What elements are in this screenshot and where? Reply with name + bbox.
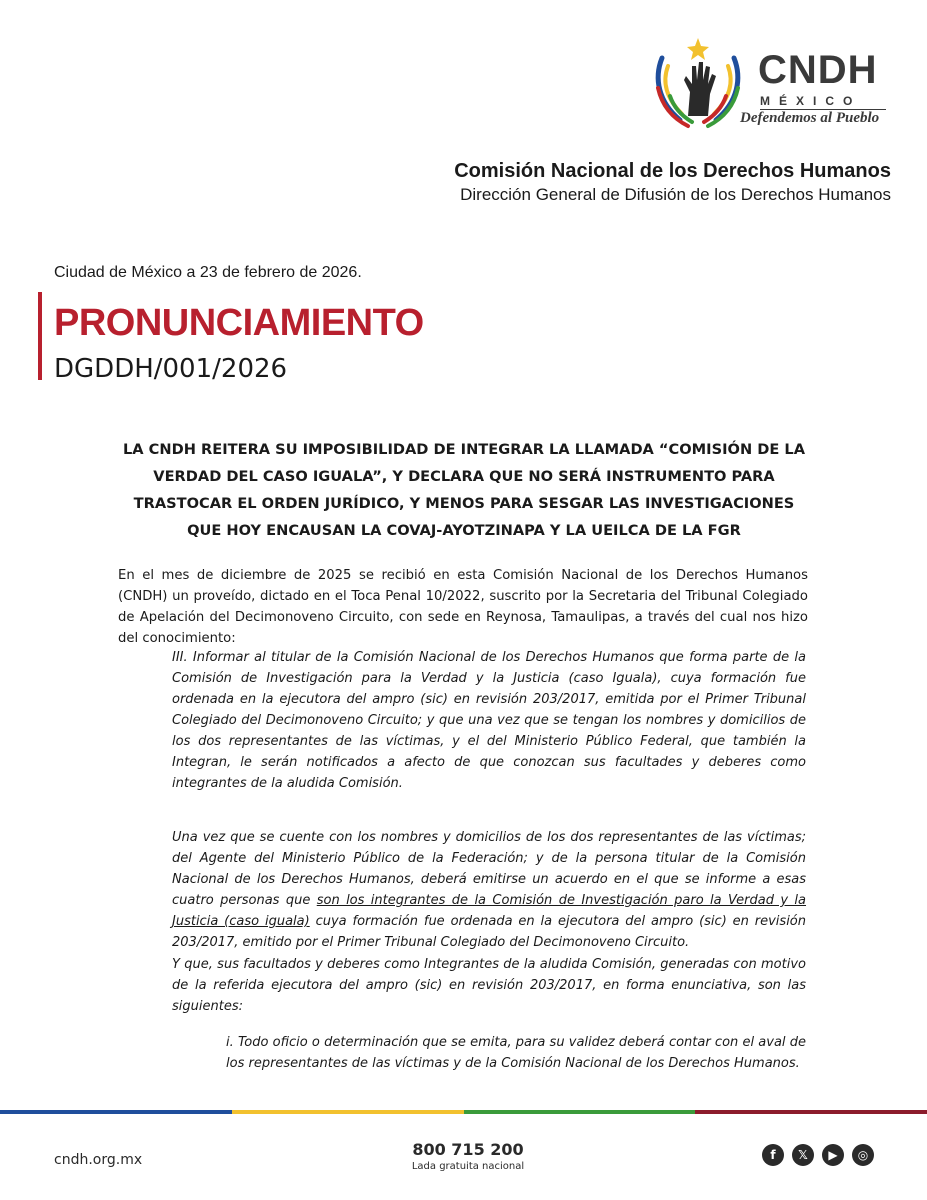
quote-paragraph-2-start: Una vez que se cuente con los nombres y domicilios de los dos representantes de las víctimas; del Agente del Ministerio Público de la Federación; y de la persona titular de la Comisión Nacional de los Derechos Humanos, deberá emitirse un acuerdo en el que se informe a esas cuatro personas que [172, 830, 806, 908]
footer-stripe-red [695, 1110, 927, 1114]
phone-caption: Lada gratuita nacional [411, 1161, 525, 1172]
institution-name: Comisión Nacional de los Derechos Humanos [454, 160, 891, 182]
facebook-icon[interactable]: f [762, 1144, 784, 1166]
footer-stripe-blue [0, 1110, 232, 1114]
quote-paragraph-3: Y que, sus facultados y deberes como Integrantes de la aludida Comisión, generadas con motivo de la referida ejecutora del ampro (sic) en revisión 203/2017, en forma enunciativa, son las siguientes: [172, 957, 806, 1014]
title-accent-bar [38, 292, 42, 380]
document-code: DGDDH/001/2026 [54, 354, 288, 384]
instagram-icon[interactable]: ◎ [852, 1144, 874, 1166]
x-icon[interactable]: 𝕏 [792, 1144, 814, 1166]
cndh-logo [648, 36, 898, 131]
cndh-emblem-icon [648, 36, 748, 131]
headline: LA CNDH REITERA SU IMPOSIBILIDAD DE INTEGRAR LA LLAMADA “COMISIÓN DE LA VERDAD DEL CASO IGUALA”, Y DECLARA QUE NO SERÁ INSTRUMENTO PARA TRASTOCAR EL ORDEN JURÍDICO, Y MENOS PARA SESGAR LAS INVESTIGACIONES QUE HOY ENCAUSAN LA COVAJ-AYOTZINAPA Y LA UEILCA DE LA FGR [123, 441, 805, 539]
logo-slogan: Defendemos al Pueblo [740, 110, 880, 126]
logo-wordmark: CNDH [758, 48, 878, 92]
quote-paragraph-2-underlined: son los integrantes de la Comisión de Investigación paro la Verdad y la Justicia (caso iguala) [172, 893, 807, 929]
quote-paragraph-1: III. Informar al titular de la Comisión Nacional de los Derechos Humanos que forma parte de la Comisión de Investigación para la Verdad y la Justicia (caso Iguala), cuya formación fue ordenada en la ejecutora del ampro (sic) en revisión 203/2017, emitida por el Primer Tribunal Colegiado del Decimonoveno Circuito; y que una vez que se tengan los nombres y domicilios de los dos representantes de las víctimas, y el del Ministerio Público Federal, que también la Integran, le serán notificados a afecto de que conozcan sus facultades y deberes como integrantes de la aludida Comisión. [172, 650, 806, 791]
social-links [762, 1144, 874, 1166]
intro-paragraph: En el mes de diciembre de 2025 se recibió en esta Comisión Nacional de los Derechos Humanos (CNDH) un proveído, dictado en el Toca Penal 10/2022, suscrito por la Secretaria del Tribunal Colegiado de Apelación del Decimonoveno Circuito, con sede en Reynosa, Tamaulipas, a través del cual nos hizo del conocimiento: [118, 568, 808, 646]
footer-stripe-yellow [232, 1110, 464, 1114]
footer-phone [388, 1140, 548, 1174]
institution-department: Dirección General de Difusión de los Derechos Humanos [460, 185, 891, 204]
footer-website-link[interactable]: cndh.org.mx [54, 1152, 143, 1168]
quote-paragraph-2 [172, 827, 806, 953]
document-title: PRONUNCIAMIENTO [54, 302, 424, 344]
document-date: Ciudad de México a 23 de febrero de 2026. [54, 264, 362, 281]
quote-paragraph-4: i. Todo oficio o determinación que se emita, para su validez deberá contar con el aval de los representantes de las víctimas y de la Comisión Nacional de los Derechos Humanos. [226, 1035, 806, 1071]
footer-stripe [0, 1110, 927, 1114]
phone-number: 800 715 200 [412, 1140, 524, 1159]
logo-country: MÉXICO [760, 94, 886, 110]
footer-stripe-green [464, 1110, 696, 1114]
institution-header [454, 158, 891, 206]
youtube-icon[interactable]: ▶ [822, 1144, 844, 1166]
quote-paragraph-2-end: cuya formación fue ordenada en la ejecutora del ampro (sic) en revisión 203/2017, emitido por el Primer Tribunal Colegiado del Decimonoveno Circuito. [172, 914, 807, 950]
